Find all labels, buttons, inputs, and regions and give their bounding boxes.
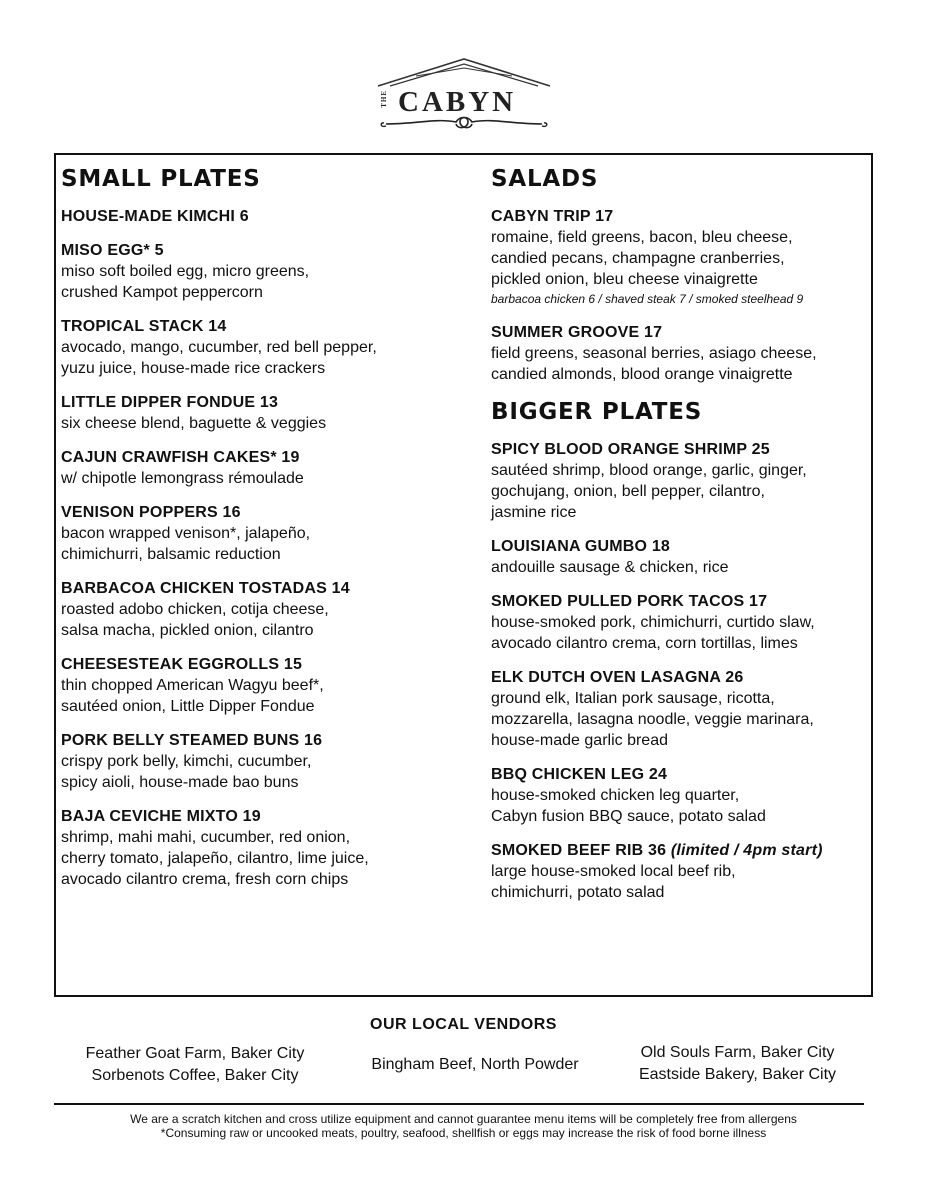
menu-item-name [61,206,466,227]
vendors-left [60,1043,330,1087]
allergen-notice [0,1112,927,1140]
menu-item [491,322,871,385]
vendors-right [605,1042,870,1086]
menu-item-name [61,654,466,675]
vendor-name: Eastside Bakery, Baker City [638,1066,837,1083]
menu-item-name [61,502,466,523]
menu-item-description: w/ chipotle lemongrass rémoulade [61,470,304,487]
footer-divider [54,1103,864,1105]
menu-item-description: sautéed onion, Little Dipper Fondue [61,698,315,715]
raw-food-warning: *Consuming raw or uncooked meats, poultry, seafood, shellfish or eggs may increase the risk of food borne illness [160,1126,767,1140]
menu-item-name [491,439,871,460]
menu-item [61,730,466,793]
menu-item-title: BARBACOA CHICKEN TOSTADAS 14 [61,580,350,597]
menu-item-title: SMOKED PULLED PORK TACOS 17 [491,593,768,610]
menu-item-description: miso soft boiled egg, micro greens, [61,263,310,280]
vendor-name: Bingham Beef, North Powder [371,1056,579,1073]
menu-item-description: avocado cilantro crema, fresh corn chips [61,871,349,888]
menu-item-description: salsa macha, pickled onion, cilantro [61,622,314,639]
menu-item-title: HOUSE-MADE KIMCHI 6 [61,208,249,225]
menu-item-description: house-made garlic bread [491,732,668,749]
menu-item-name [491,591,871,612]
menu-item [491,667,871,751]
menu-item-description: house-smoked pork, chimichurri, curtido slaw, [491,614,815,631]
menu-item-name [491,322,871,343]
menu-item-description: avocado cilantro crema, corn tortillas, limes [491,635,798,652]
menu-item [61,447,466,489]
menu-item-name [61,806,466,827]
vendors-center [340,1054,610,1076]
menu-item [61,392,466,434]
menu-item-description: gochujang, onion, bell pepper, cilantro, [491,483,765,500]
menu-item-name [491,764,871,785]
menu-item-description: chimichurri, balsamic reduction [61,546,281,563]
bigger-plates-list [491,439,871,903]
menu-item-name [491,667,871,688]
menu-item-title: BBQ CHICKEN LEG 24 [491,766,668,783]
menu-item-title: VENISON POPPERS 16 [61,504,241,521]
vendor-name: Feather Goat Farm, Baker City [85,1045,305,1062]
menu-box [54,153,873,997]
logo-the: THE [380,90,388,108]
menu-item-name [61,578,466,599]
menu-item-name [491,536,871,557]
vendor-name: Old Souls Farm, Baker City [640,1044,835,1061]
salads-title: SALADS [491,166,599,192]
menu-item-title: PORK BELLY STEAMED BUNS 16 [61,732,323,749]
right-column [491,165,871,903]
menu-item-name [491,840,871,861]
menu-item-name [61,316,466,337]
menu-item-title: TROPICAL STACK 14 [61,318,227,335]
small-plates-title: SMALL PLATES [61,166,261,192]
menu-item-description: pickled onion, bleu cheese vinaigrette [491,271,758,288]
menu-item-description: six cheese blend, baguette & veggies [61,415,327,432]
salads-list [491,206,871,385]
menu-item-title: CHEESESTEAK EGGROLLS 15 [61,656,303,673]
menu-item-title: BAJA CEVICHE MIXTO 19 [61,808,261,825]
left-column [61,165,466,890]
menu-item-addons: barbacoa chicken 6 / shaved steak 7 / smoked steelhead 9 [491,292,804,306]
menu-item-description: Cabyn fusion BBQ sauce, potato salad [491,808,766,825]
menu-item-description: large house-smoked local beef rib, [491,863,736,880]
menu-item-description: crushed Kampot peppercorn [61,284,263,301]
menu-item [61,206,466,227]
cabyn-logo [376,58,552,140]
menu-item-name [61,730,466,751]
menu-item-description: romaine, field greens, bacon, bleu cheese, [491,229,793,246]
menu-item-description: jasmine rice [491,504,577,521]
menu-item-title: SUMMER GROOVE 17 [491,324,663,341]
menu-item-description: chimichurri, potato salad [491,884,665,901]
menu-item [491,764,871,827]
menu-item [491,840,871,903]
menu-item [61,578,466,641]
menu-item [61,316,466,379]
menu-item-note: (limited / 4pm start) [670,842,823,859]
menu-item [491,206,871,309]
allergen-line: We are a scratch kitchen and cross utilize equipment and cannot guarantee menu items will be completely free from allergens [130,1112,797,1126]
menu-item-title: SMOKED BEEF RIB 36 [491,842,671,859]
menu-item-description: mozzarella, lasagna noodle, veggie marinara, [491,711,814,728]
bigger-plates-title: BIGGER PLATES [491,399,703,425]
logo-name: CABYN [398,86,517,118]
menu-item-title: MISO EGG* 5 [61,242,164,259]
menu-item-description: candied almonds, blood orange vinaigrette [491,366,793,383]
menu-item [491,591,871,654]
menu-item-name [61,392,466,413]
menu-item-name [61,240,466,261]
menu-item-description: candied pecans, champagne cranberries, [491,250,785,267]
menu-item-description: ground elk, Italian pork sausage, ricotta, [491,690,775,707]
menu-item-description: shrimp, mahi mahi, cucumber, red onion, [61,829,351,846]
menu-item-description: cherry tomato, jalapeño, cilantro, lime juice, [61,850,369,867]
small-plates-list [61,206,466,890]
menu-item [61,502,466,565]
menu-item-name [491,206,871,227]
menu-item-description: andouille sausage & chicken, rice [491,559,729,576]
menu-item-description: thin chopped American Wagyu beef*, [61,677,324,694]
menu-item-title: LOUISIANA GUMBO 18 [491,538,671,555]
menu-item-title: CABYN TRIP 17 [491,208,614,225]
menu-item-description: crispy pork belly, kimchi, cucumber, [61,753,312,770]
menu-item-title: CAJUN CRAWFISH CAKES* 19 [61,449,300,466]
menu-item-description: sautéed shrimp, blood orange, garlic, ginger, [491,462,807,479]
menu-item [491,536,871,578]
menu-item-description: bacon wrapped venison*, jalapeño, [61,525,311,542]
vendors-title: OUR LOCAL VENDORS [370,1016,557,1033]
menu-item-name [61,447,466,468]
menu-item-title: SPICY BLOOD ORANGE SHRIMP 25 [491,441,770,458]
menu-item-title: LITTLE DIPPER FONDUE 13 [61,394,279,411]
menu-item-description: spicy aioli, house-made bao buns [61,774,299,791]
menu-item-title: ELK DUTCH OVEN LASAGNA 26 [491,669,744,686]
menu-item-description: avocado, mango, cucumber, red bell pepper, [61,339,377,356]
menu-item [61,806,466,890]
menu-item [61,240,466,303]
vendor-name: Sorbenots Coffee, Baker City [91,1067,299,1084]
menu-item [61,654,466,717]
menu-item-description: field greens, seasonal berries, asiago cheese, [491,345,817,362]
menu-item-description: roasted adobo chicken, cotija cheese, [61,601,329,618]
menu-item-description: yuzu juice, house-made rice crackers [61,360,326,377]
menu-item [491,439,871,523]
menu-item-description: house-smoked chicken leg quarter, [491,787,740,804]
